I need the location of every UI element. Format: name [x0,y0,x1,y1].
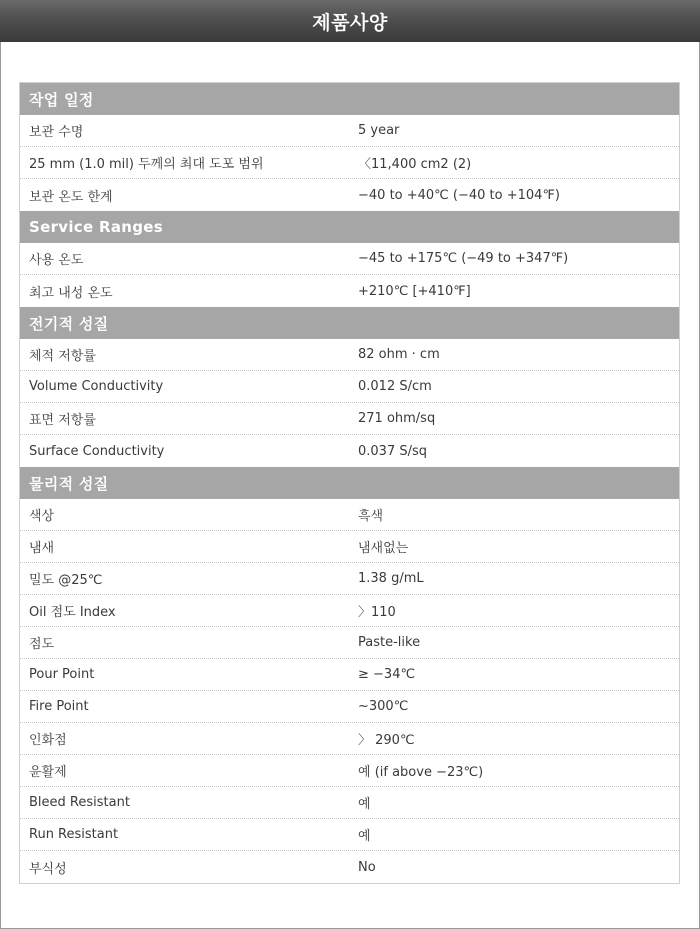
table-row [20,403,679,435]
section-header-work-schedule: 작업 일정 [20,83,679,115]
table-row [20,179,679,211]
row-value: No [358,859,376,875]
row-value: 냄새없는 [358,541,409,556]
row-value: 0.012 S/cm [358,379,432,394]
row-value: Paste-like [358,635,421,650]
table-row [20,627,679,659]
table-row [20,371,679,403]
row-value: 〈11,400 cm2 (2) [358,157,472,172]
row-label: Surface Conductivity [29,443,165,459]
table-row [20,499,679,531]
row-value: −45 to +175℃ (−49 to +347℉) [358,251,569,266]
row-value: 82 ohm · cm [358,347,440,362]
row-label: 체적 저항률 [29,349,96,364]
row-label: 사용 온도 [29,253,84,268]
section-header-service-ranges: Service Ranges [20,211,679,243]
row-label: 최고 내성 온도 [29,285,113,301]
table-row [20,595,679,627]
row-label: 보관 온도 한계 [29,189,113,205]
table-row [20,435,679,467]
row-label: Pour Point [29,667,95,682]
table-row [20,275,679,307]
row-value: 271 ohm/sq [358,411,436,426]
title-bar [0,0,700,42]
row-label: 25 mm (1.0 mil) 두께의 최대 도포 범위 [29,157,264,172]
row-label: 냄새 [29,541,55,556]
row-value: 〉 290℃ [358,733,415,748]
row-label: Fire Point [29,699,89,714]
row-value: 1.38 g/mL [358,571,424,586]
table-row [20,723,679,755]
row-label: Volume Conductivity [29,379,164,394]
row-value: 흑색 [358,509,384,524]
table-row [20,115,679,147]
page-title: 제품사양 [312,11,388,34]
table-row [20,339,679,371]
table-row [20,563,679,595]
table-row [20,819,679,851]
row-value: 0.037 S/sq [358,443,428,459]
row-value: 5 year [358,123,400,138]
section-header-electrical-properties: 전기적 성질 [20,307,679,339]
row-value: 예 [358,829,371,844]
row-label: 점도 [29,637,55,652]
row-label: Oil 점도 Index [29,605,116,620]
table-row [20,243,679,275]
table-row [20,531,679,563]
row-value: 예 [358,797,371,812]
table-row [20,691,679,723]
row-label: 윤활제 [29,765,67,780]
row-value: −40 to +40℃ (−40 to +104℉) [358,187,560,203]
row-label: 부식성 [29,861,67,877]
row-value: +210℃ [+410℉] [358,283,471,299]
row-label: 색상 [29,509,55,524]
row-value: ~300℃ [358,699,409,714]
spec-table [19,82,680,884]
row-label: 밀도 @25℃ [29,573,103,588]
table-row [20,851,679,883]
row-label: 보관 수명 [29,125,84,140]
table-row [20,787,679,819]
row-label: Run Resistant [29,827,119,842]
section-header-physical-properties: 물리적 성질 [20,467,679,499]
row-value: ≥ −34℃ [358,667,416,682]
row-value: 예 (if above −23℃) [358,765,484,780]
row-label: 인화점 [29,733,67,748]
row-label: Bleed Resistant [29,795,130,810]
row-label: 표면 저항률 [29,413,96,428]
table-row [20,147,679,179]
table-row [20,755,679,787]
table-row [20,659,679,691]
row-value: 〉110 [358,605,396,620]
